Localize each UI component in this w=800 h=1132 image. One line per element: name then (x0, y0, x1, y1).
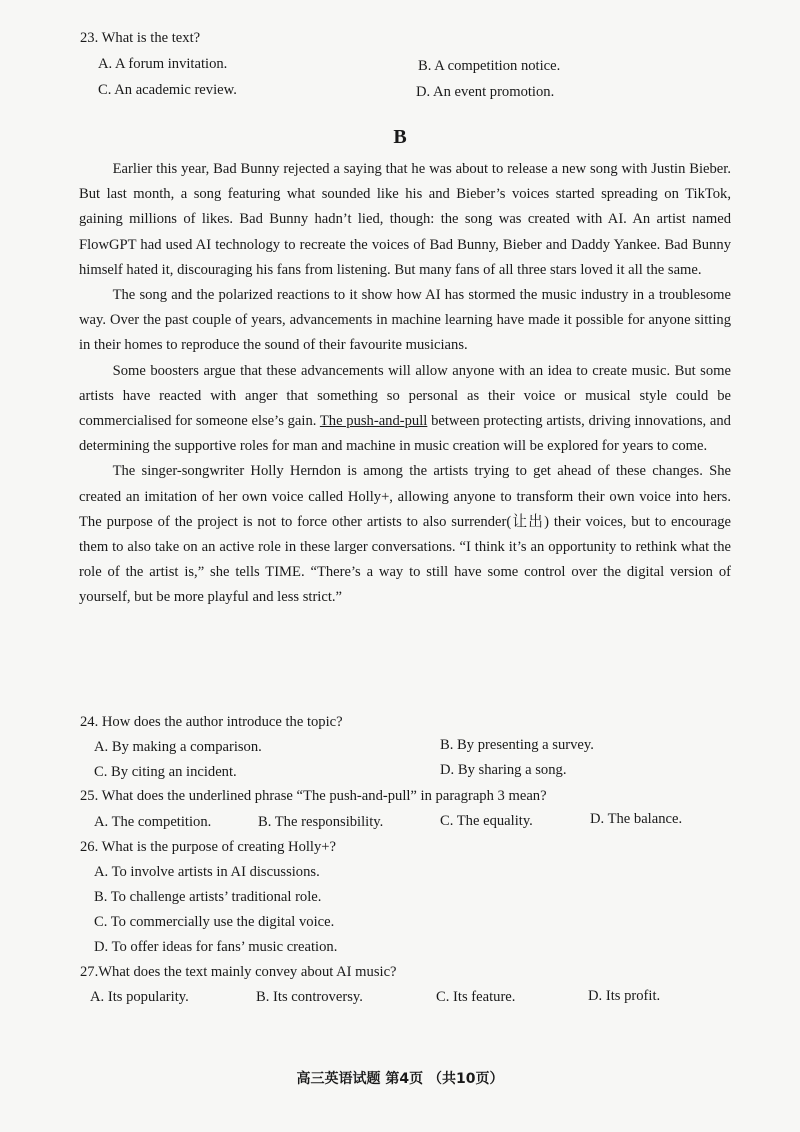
paragraph-2: The song and the polarized reactions to it show how AI has stormed the music industry in a troublesome way. Over the past couple of years, advancements in machine learning have made it possible for anyone sitting in their homes to reproduce the sound of their favourite musicians. (79, 287, 731, 354)
underlined-phrase: The push-and-pull (319, 413, 428, 430)
question-27 (80, 960, 740, 1005)
option-a: A. A forum invitation. (98, 56, 228, 72)
question-stem: 24. How does the author introduce the topic? (80, 714, 343, 730)
passage (79, 157, 731, 611)
paragraph-3-part-1: Some boosters argue that these advancements will allow anyone with an idea to create music. But some artists have reacted with anger that something so personal as their voice or musical style could be commercialised for someone else’s gain. (79, 362, 731, 430)
option-b: B. By presenting a survey. (440, 737, 594, 753)
option-c: C. Its feature. (436, 989, 516, 1005)
option-b: B. The responsibility. (258, 814, 384, 830)
option-c: C. By citing an incident. (94, 764, 237, 780)
paragraph-3 (79, 359, 731, 460)
option-c: C. To commercially use the digital voice. (94, 914, 335, 930)
section-title: B (393, 126, 407, 148)
question-stem: 26. What is the purpose of creating Holly+? (80, 839, 336, 855)
option-d: D. Its profit. (588, 988, 661, 1004)
question-24 (80, 710, 740, 780)
option-d: D. By sharing a song. (440, 762, 567, 778)
option-a: A. The competition. (94, 814, 212, 830)
option-d: D. An event promotion. (416, 84, 555, 100)
option-d: D. To offer ideas for fans’ music creation. (94, 939, 338, 955)
question-25 (80, 784, 740, 830)
question-stem: 23. What is the text? (80, 30, 201, 46)
question-stem: 25. What does the underlined phrase “The push-and-pull” in paragraph 3 mean? (80, 788, 547, 804)
option-a: A. To involve artists in AI discussions. (94, 864, 320, 880)
option-c: C. An academic review. (98, 82, 237, 98)
page-footer: 高三英语试题 第4页 （共10页） (296, 1071, 504, 1087)
option-b: B. Its controversy. (256, 989, 363, 1005)
option-b: B. To challenge artists’ traditional role. (94, 889, 322, 905)
question-26 (80, 835, 740, 955)
question-stem: 27.What does the text mainly convey about AI music? (80, 964, 397, 980)
question-23 (80, 26, 740, 100)
paragraph-3-part-2: between protecting artists, driving innovations, and determining the supportive roles for man and machine in music creation will be explored for years to come. (79, 413, 731, 455)
option-b: B. A competition notice. (418, 58, 561, 74)
option-a: A. By making a comparison. (94, 739, 262, 755)
option-c: C. The equality. (440, 813, 533, 829)
option-a: A. Its popularity. (90, 989, 189, 1005)
paragraph-1: Earlier this year, Bad Bunny rejected a saying that he was about to release a new song with Justin Bieber. But last month, a song featuring what sounded like his and Bieber’s voices started spreading on TikTok, gaining millions of likes. Bad Bunny hadn’t lied, though: the song was created with AI. An artist named FlowGPT had used AI technology to recreate the voices of Bad Bunny, Bieber and Daddy Yankee. Bad Bunny himself hated it, discouraging his fans from listening. But many fans of all three stars loved it all the same. (79, 161, 731, 278)
option-d: D. The balance. (590, 811, 683, 827)
paragraph-4: The singer-songwriter Holly Herndon is among the artists trying to get ahead of these changes. She created an imitation of her own voice called Holly+, allowing anyone to transform their own voice into hers. The purpose of the project is not to force other artists to also surrender(让出) their voices, but to encourage them to also take on an active role in these larger conversations. “I think it’s an opportunity to rethink what the role of the artist is,” she tells TIME. “There’s a way to still have some control over the digital version of yourself, but be more playful and less strict.” (79, 463, 731, 606)
